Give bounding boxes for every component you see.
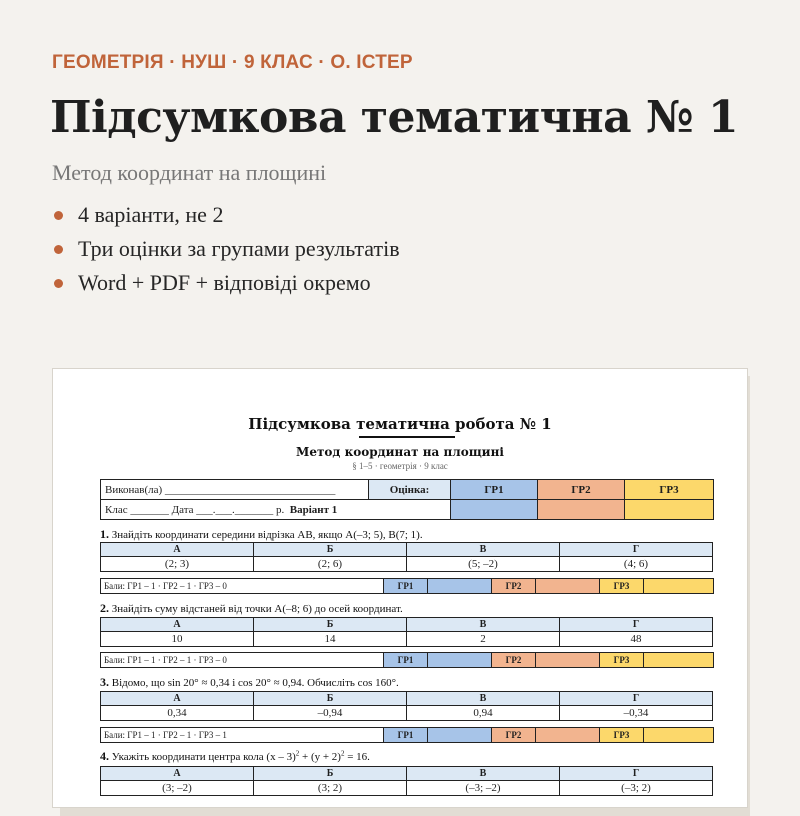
bullet-dot-icon: [54, 245, 63, 254]
answer-option: (5; –2): [407, 557, 560, 572]
grade-cell-gr1: [451, 500, 538, 520]
feature-list: [54, 200, 400, 302]
bullet-dot-icon: [54, 279, 63, 288]
answer-option: –0,94: [254, 706, 407, 721]
grade-label: Оцінка:: [369, 480, 451, 500]
student-info-table: [100, 479, 714, 520]
answer-option: (–3; 2): [560, 781, 713, 796]
feature-item: Word + PDF + відповіді окремо: [54, 268, 400, 302]
grade-cell-gr3: [625, 500, 714, 520]
answer-table-4: А Б В Г (3; –2) (3; 2) (–3; –2) (–3; 2): [100, 766, 713, 796]
answer-option: –0,34: [560, 706, 713, 721]
score-row-2: Бали: ГР1 – 1 · ГР2 – 1 · ГР3 – 0 ГР1 ГР2 ГР3: [100, 652, 714, 668]
answer-option: 0,34: [101, 706, 254, 721]
answer-option: (3; –2): [101, 781, 254, 796]
feature-item: 4 варіанти, не 2: [54, 200, 400, 234]
document-preview: [52, 368, 748, 808]
answer-option: (2; 6): [254, 557, 407, 572]
group-header-gr1: ГР1: [451, 480, 538, 500]
question-4: 4. Укажіть координати центра кола $(x - 3)^2 + (y + 2)^2 = 16$.: [100, 749, 370, 763]
answer-option: 2: [407, 632, 560, 647]
variant-label: Варіант 1: [289, 503, 338, 516]
answer-option: (2; 3): [101, 557, 254, 572]
answer-option: 10: [101, 632, 254, 647]
page-subtitle: Метод координат на площині: [52, 160, 327, 185]
answer-option: (3; 2): [254, 781, 407, 796]
answer-option: 14: [254, 632, 407, 647]
answer-option: (–3; –2): [407, 781, 560, 796]
question-2: 2. Знайдіть суму відстаней від точки A(–8; 6) до осей координат.: [100, 601, 403, 615]
question-1: 1. Знайдіть координати середини відрізка AB, якщо A(–3; 5), B(7; 1).: [100, 527, 423, 541]
group-header-gr2: ГР2: [538, 480, 625, 500]
feature-item: Три оцінки за групами результатів: [54, 234, 400, 268]
title-underline: [359, 436, 455, 438]
performer-field: Виконав(ла) _______________________________: [101, 480, 369, 500]
page-title: Підсумкова тематична № 1: [50, 92, 739, 143]
grade-cell-gr2: [538, 500, 625, 520]
document-meta: § 1–5 · геометрія · 9 клас: [352, 461, 448, 471]
question-3: 3. Відомо, що sin 20° ≈ 0,34 і cos 20° ≈ 0,94. Обчисліть cos 160°.: [100, 675, 399, 689]
answer-option: 0,94: [407, 706, 560, 721]
class-date-field: Клас _______ Дата ___.___._______ р. Варіант 1: [101, 500, 451, 520]
score-row-1: Бали: ГР1 – 1 · ГР2 – 1 · ГР3 – 0 ГР1 ГР2 ГР3: [100, 578, 714, 594]
answer-table-3: А Б В Г 0,34 –0,94 0,94 –0,34: [100, 691, 713, 721]
answer-option: 48: [560, 632, 713, 647]
document-title: Підсумкова тематична робота № 1: [248, 415, 552, 433]
eyebrow-label: ГЕОМЕТРІЯ · НУШ · 9 КЛАС · О. ІСТЕР: [52, 52, 413, 73]
answer-option: (4; 6): [560, 557, 713, 572]
group-header-gr3: ГР3: [625, 480, 714, 500]
answer-table-1: А Б В Г (2; 3) (2; 6) (5; –2) (4; 6): [100, 542, 713, 572]
bullet-dot-icon: [54, 211, 63, 220]
answer-table-2: А Б В Г 10 14 2 48: [100, 617, 713, 647]
document-subtitle: Метод координат на площині: [296, 445, 504, 459]
score-row-3: Бали: ГР1 – 1 · ГР2 – 1 · ГР3 – 1 ГР1 ГР2 ГР3: [100, 727, 714, 743]
